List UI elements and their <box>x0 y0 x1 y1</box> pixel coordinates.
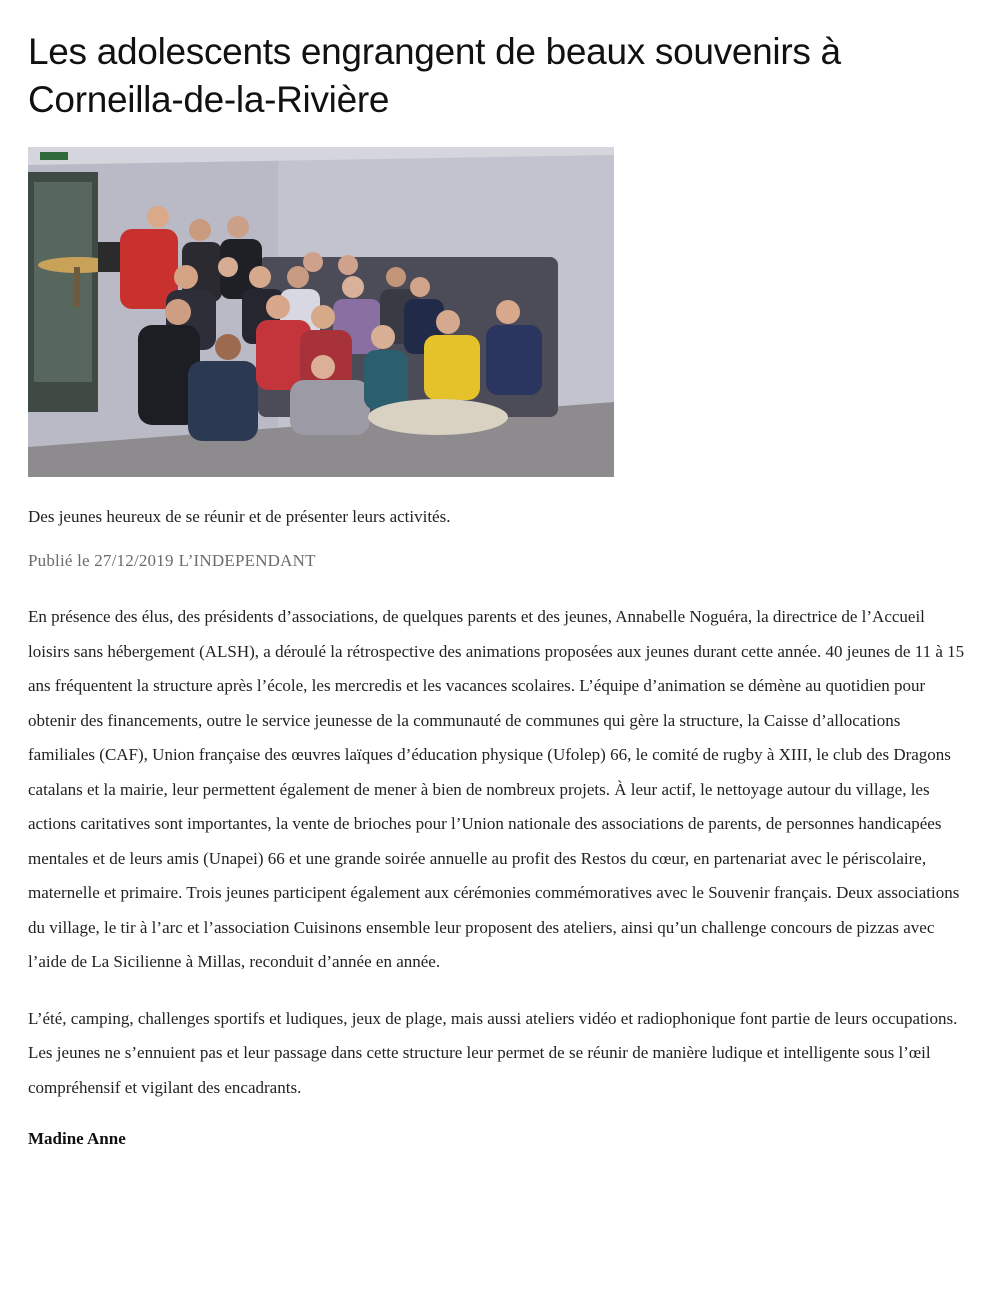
publication-date: Publié le 27/12/2019 <box>28 551 174 570</box>
group-photo-image <box>28 147 614 477</box>
article-paragraph: L’été, camping, challenges sportifs et ludiques, jeux de plage, mais aussi ateliers vidéo et radiophonique font partie de leurs occupations. Les jeunes ne s’ennuient pas et leur passage dans cette structure leur permet de se réunir de manière ludique et intelligente sous l’œil compréhensif et vigilant des encadrants. <box>28 1008 958 1097</box>
article-author: Madine Anne <box>28 1129 126 1148</box>
article-paragraph: En présence des élus, des présidents d’associations, de quelques parents et des jeunes, Annabelle Noguéra, la directrice de l’Accueil loisirs sans hébergement (ALSH), a déroulé la rétrospective des animations proposées aux jeunes durant cette année. 40 jeunes de 11 à 15 ans fréquentent la structure après l’école, les mercredis et les vacances scolaires. L’équipe d’animation se démène au quotidien pour obtenir des financements, outre le service jeunesse de la communauté de communes qui gère la structure, la Caisse d’allocations familiales (CAF), Union française des œuvres laïques d’éducation physique (Ufolep) 66, le comité de rugby à XIII, le club des Dragons catalans et la mairie, leur permettent également de mener à bien de nombreux projets. À leur actif, le nettoyage autour du village, les actions caritatives sont importantes, la vente de brioches pour l’Union nationale des associations de parents, de personnes handicapées mentales et de leurs amis (Unapei) 66 et une grande soirée annuelle au profit des Restos du cœur, en partenariat avec le périscolaire, maternelle et primaire. Trois jeunes participent également aux cérémonies commémoratives avec le Souvenir français. Deux associations du village, le tir à l’arc et l’association Cuisinons ensemble leur proposent des ateliers, ainsi qu’un challenge concours de pizzas avec l’aide de La Sicilienne à Millas, reconduit d’année en année. <box>28 607 965 971</box>
publication-source: L’INDEPENDANT <box>178 551 316 570</box>
article-body <box>28 600 966 1105</box>
article-title: Les adolescents engrangent de beaux souvenirs à Corneilla-de-la-Rivière <box>28 31 841 120</box>
publication-meta <box>28 550 966 572</box>
photo-caption: Des jeunes heureux de se réunir et de présenter leurs activités. <box>28 507 451 526</box>
